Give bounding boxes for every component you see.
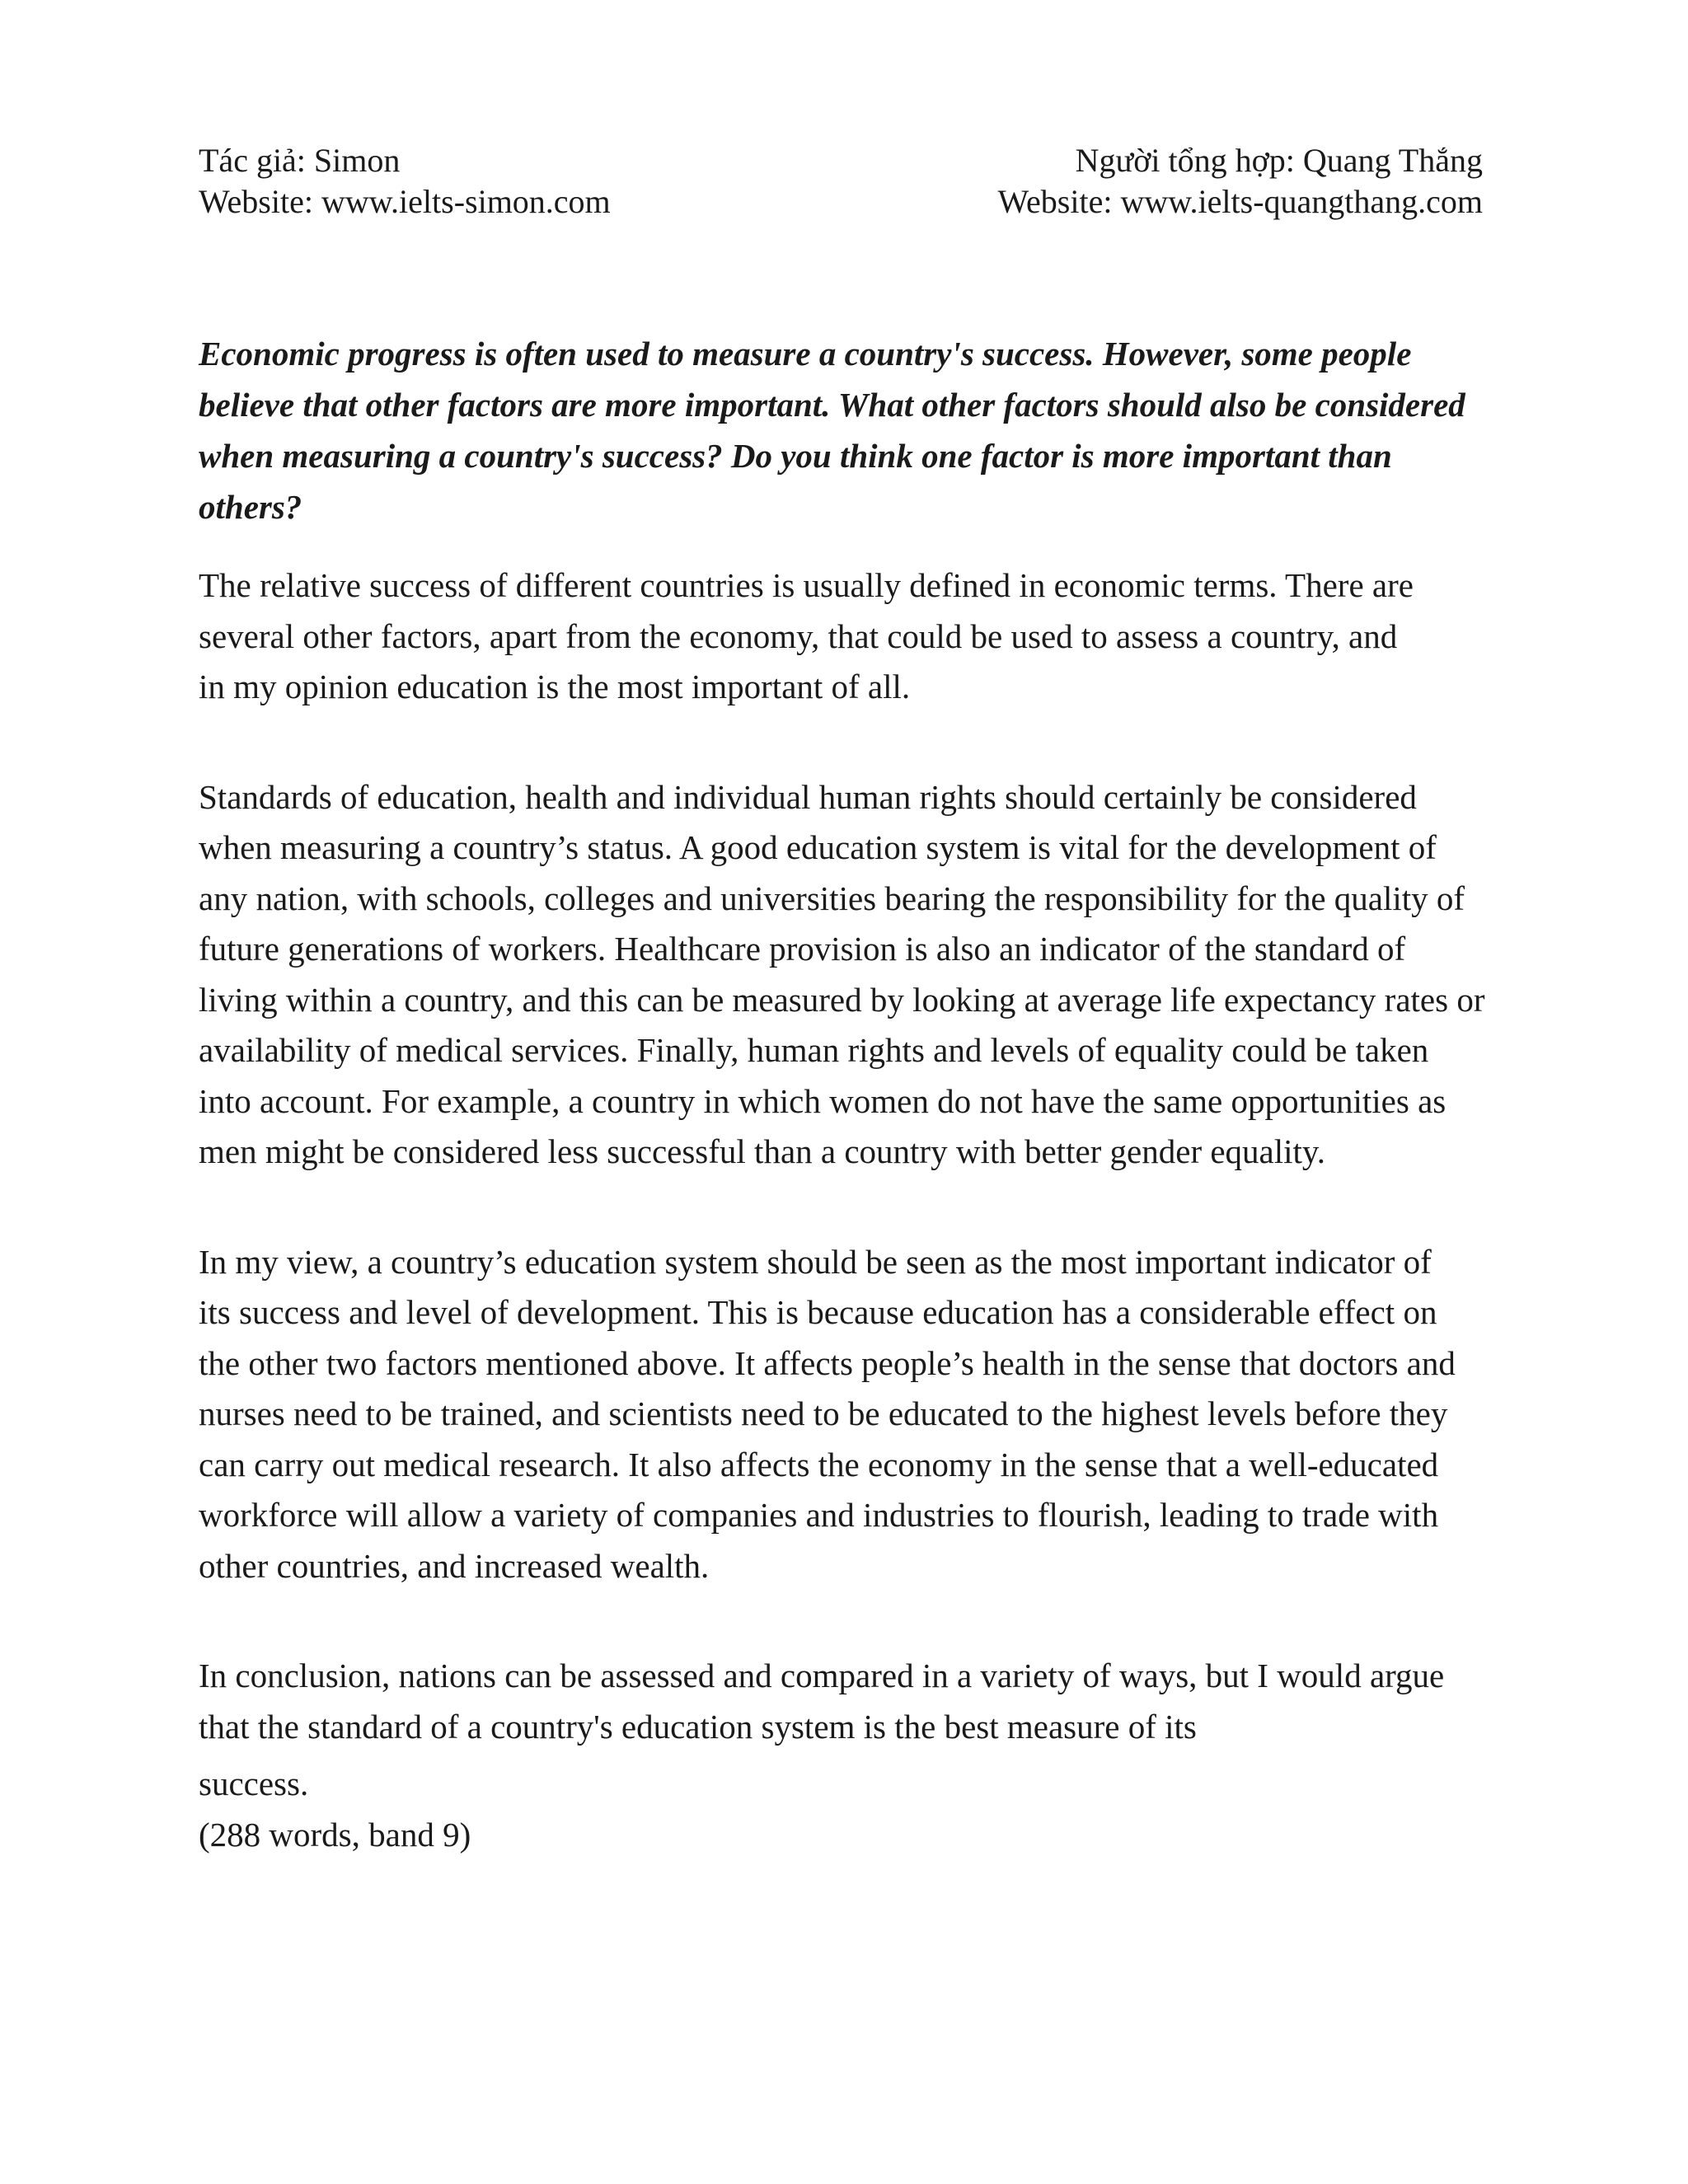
essay-paragraph-body-2: In my view, a country’s education system should be seen as the most important indicator of its success and level of development. This is because education has a considerable effect on the other two factors mentioned above. It affects people’s health in the sense that doctors and nurses need to be trained, and scientists need to be educated to the highest levels before they can carry out medical research. It also affects the economy in the sense that a well-educated workforce will allow a variety of companies and industries to flourish, leading to trade with other countries, and increased wealth. [199, 1242, 1456, 1585]
compiler-website: Website: www.ielts-quangthang.com [997, 183, 1483, 220]
compiler-block [998, 140, 1484, 223]
author-name: Tác giả: Simon [199, 142, 401, 179]
essay-paragraph-body-1: Standards of education, health and individual human rights should certainly be considered when measuring a country’s status. A good education system is vital for the development of any nation, with schools, colleges and universities bearing the responsibility for the quality of future generations of workers. Healthcare provision is also an indicator of the standard of living within a country, and this can be measured by looking at average life expectancy rates or availability of medical services. Finally, human rights and levels of equality could be taken into account. For example, a country in which women do not have the same opportunities as men might be considered less successful than a country with better gender equality. [199, 777, 1485, 1170]
essay-paragraph-intro: The relative success of different countries is usually defined in economic terms. There are several other factors, apart from the economy, that could be used to assess a country, and in my opinion education is the most important of all. [199, 566, 1414, 705]
author-website: Website: www.ielts-simon.com [199, 183, 611, 220]
compiler-name: Người tổng hợp: Quang Thắng [1075, 142, 1483, 179]
author-block [199, 140, 611, 223]
essay-question: Economic progress is often used to measure a country's success. However, some people believe that other factors are more important. What other factors should also be considered when measuring a country's success? Do you think one factor is more important than others? [199, 335, 1465, 526]
essay-paragraph-conclusion: In conclusion, nations can be assessed and compared in a variety of ways, but I would argue that the standard of a country's education system is the best measure of its [199, 1657, 1445, 1746]
essay-trailing-word: success. [199, 1765, 309, 1802]
word-count-note: (288 words, band 9) [199, 1815, 471, 1854]
essay-body [199, 328, 1493, 1860]
